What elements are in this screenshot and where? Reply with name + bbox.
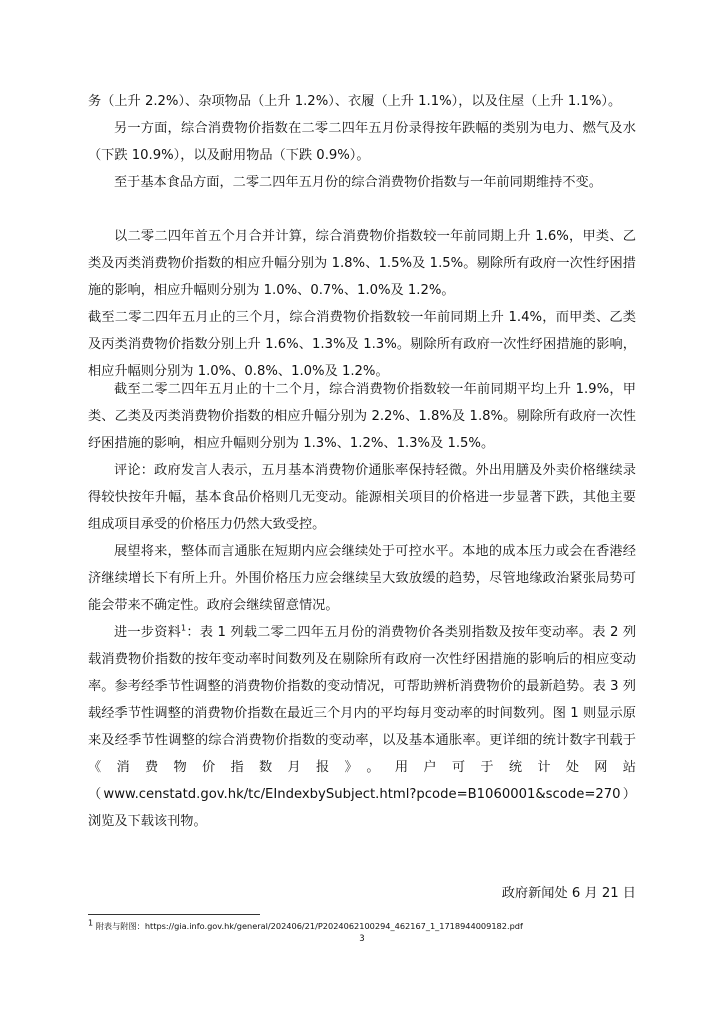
paragraph-twelve-months: 截至二零二四年五月止的十二个月，综合消费物价指数较一年前同期平均上升 1.9%，甲类、乙类及丙类消费物价指数的相应升幅分别为 2.2%、1.8%及 1.8%。剔除所有政府一次性纾困措施的影响，相应升幅则分别为 1.3%、1.2%、1.3%及 1.5%。 bbox=[88, 382, 636, 451]
further-info-lead: 进一步资料 bbox=[114, 625, 182, 640]
paragraph-further-information bbox=[88, 619, 636, 835]
paragraph-first-five-months: 以二零二四年首五个月合并计算，综合消费物价指数较一年前同期上升 1.6%，甲类、乙类及丙类消费物价指数的相应升幅分别为 1.8%、1.5%及 1.5%。剔除所有政府一次性纾困措施的影响，相应升幅则分别为 1.0%、0.7%、1.0%及 1.2%。 bbox=[88, 229, 636, 298]
paragraph-three-months: 截至二零二四年五月止的三个月，综合消费物价指数较一年前同期上升 1.4%，而甲类、乙类及丙类消费物价指数分别上升 1.6%、1.3%及 1.3%。剔除所有政府一次性纾困措施的影响，相应升幅则分别为 1.0%、0.8%、1.0%及 1.2%。 bbox=[88, 310, 636, 379]
footnote bbox=[88, 920, 648, 932]
paragraph-year-on-year-decreases: 另一方面，综合消费物价指数在二零二四年五月份录得按年跌幅的类别为电力、燃气及水（下跌 10.9%），以及耐用物品（下跌 0.9%）。 bbox=[88, 121, 636, 163]
paragraph-services-continuation: 务（上升 2.2%）、杂项物品（上升 1.2%）、衣履（上升 1.1%），以及住屋（上升 1.1%）。 bbox=[88, 94, 622, 109]
footnote-mark: 1 bbox=[88, 918, 94, 928]
page-number: 3 bbox=[359, 934, 365, 944]
paragraph-commentary: 评论：政府发言人表示，五月基本消费物价通胀率保持轻微。外出用膳及外卖价格继续录得较快按年升幅，基本食品价格则几无变动。能源相关项目的价格进一步显著下跌，其他主要组成项目承受的价格压力仍然大致受控。 bbox=[88, 463, 636, 532]
issuer-signature: 政府新闻处 6 月 21 日 bbox=[501, 886, 636, 901]
paragraph-basic-foodstuffs: 至于基本食品方面，二零二四年五月份的综合消费物价指数与一年前同期维持不变。 bbox=[114, 175, 602, 190]
footnote-reference-mark[interactable]: 1 bbox=[181, 623, 187, 633]
further-info-body: ：表 1 列载二零二四年五月份的消费物价各类别指数及按年变动率。表 2 列载消费物价指数的按年变动率时间数列及在剔除所有政府一次性纾困措施的影响后的相应变动率。参考经季节性调整的消费物价指数的变动情况，可帮助辨析消费物价的最新趋势。表 3 列载经季节性调整的消费物价指数在最近三个月内的平均每月变动率的时间数列。图 1 则显示原来及经季节性调整的综合消费物价指数的变动率，以及基本通胀率。更详细的统计数字刊载于《消费物价指数月报》。用户可于统计处网站（www.censtatd.gov.hk/tc/EIndexbySubject.html?pcode=B1060001&scode=270）浏览及下载该刊物。 bbox=[88, 625, 637, 829]
footnote-link[interactable]: 附表与附图：https://gia.info.gov.hk/general/202406/21/P2024062100294_462167_1_1718944009182.pdf bbox=[95, 921, 523, 931]
paragraph-outlook: 展望将来，整体而言通胀在短期内应会继续处于可控水平。本地的成本压力或会在香港经济继续增长下有所上升。外围价格压力应会继续呈大致放缓的趋势，尽管地缘政治紧张局势可能会带来不确定性。政府会继续留意情况。 bbox=[88, 544, 636, 613]
footnote-divider bbox=[88, 914, 260, 915]
